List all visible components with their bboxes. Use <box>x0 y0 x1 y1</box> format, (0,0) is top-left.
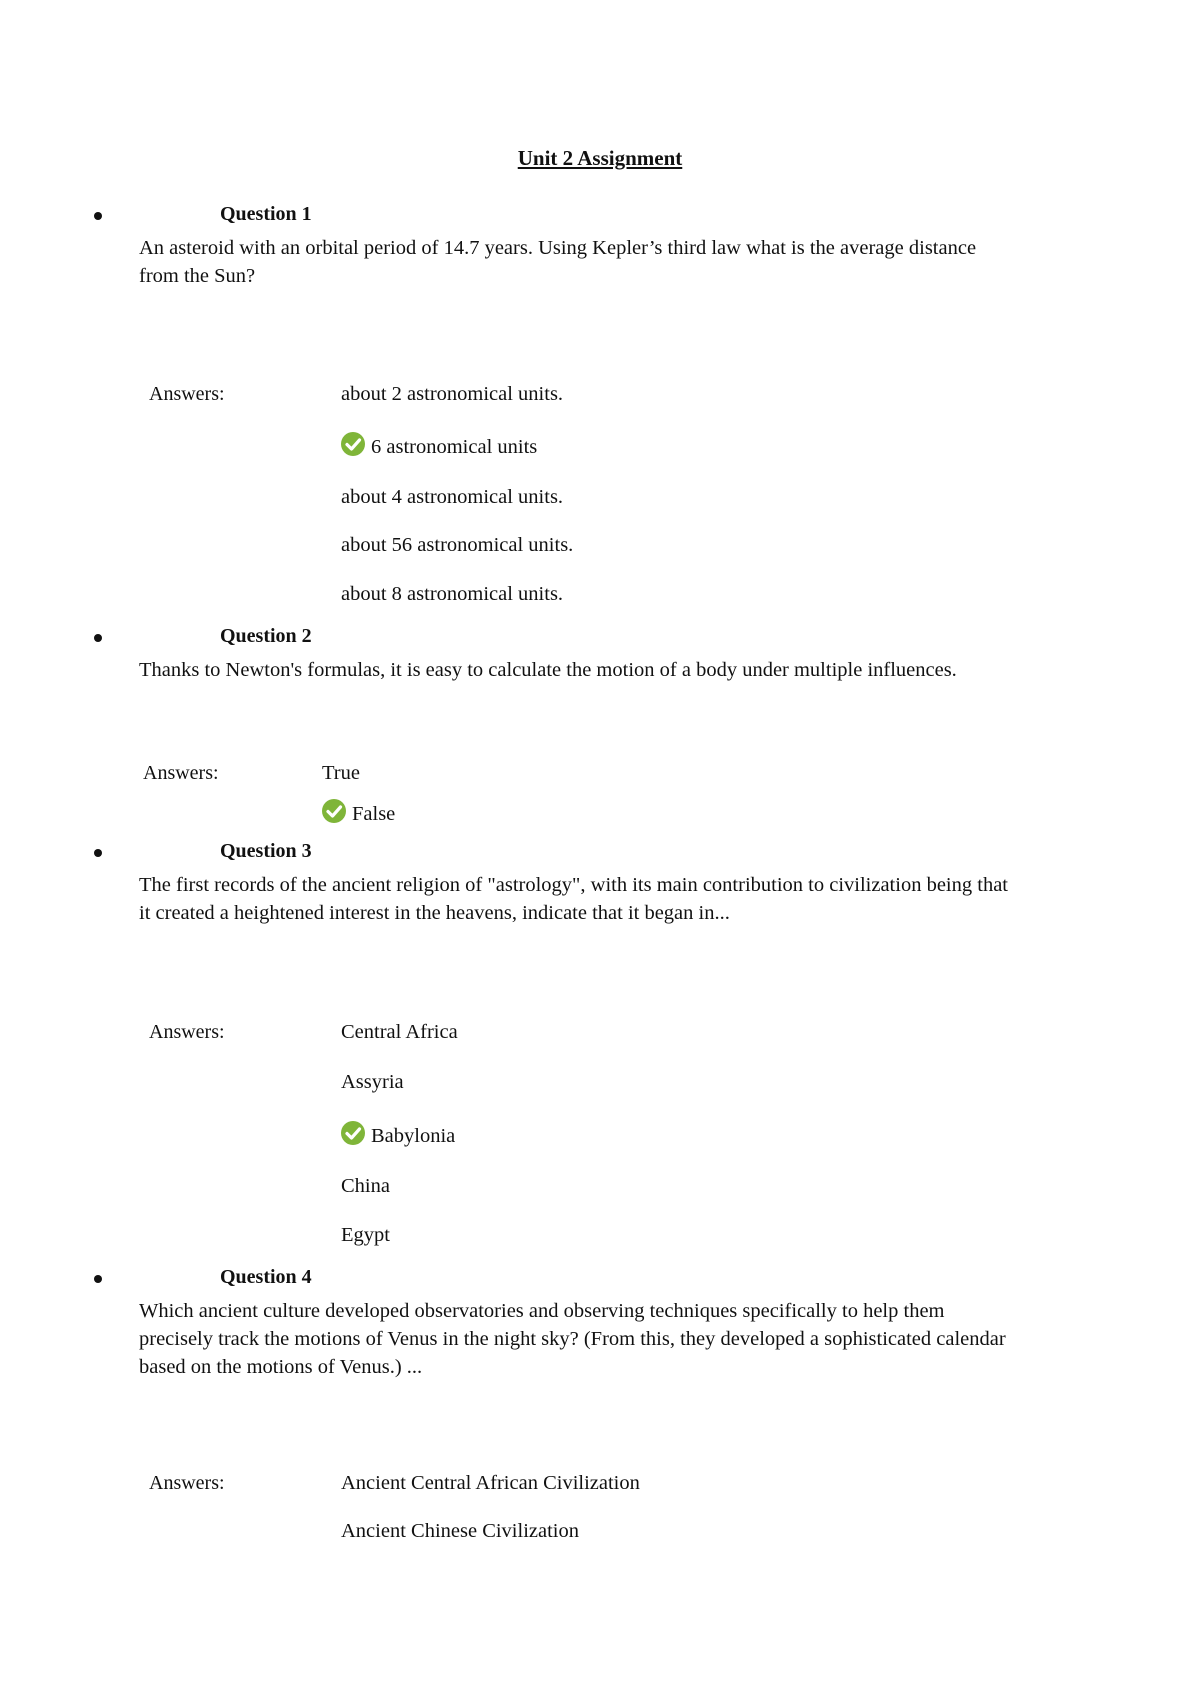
check-circle-icon <box>322 799 346 823</box>
page-title: Unit 2 Assignment <box>517 146 683 170</box>
q2-option-2-label: False <box>352 803 396 825</box>
question-4-text: Which ancient culture developed observatories and observing techniques specifically to help them precisely track the motions of Venus in the night sky? (From this, they developed a sophisticated calendar based on the motions of Venus.) ... <box>139 1300 1006 1378</box>
q1-option-1: about 2 astronomical units. <box>341 383 564 405</box>
q1-option-5: about 8 astronomical units. <box>341 583 564 605</box>
bullet-icon <box>94 634 102 642</box>
check-circle-icon <box>341 1121 365 1145</box>
q2-option-2-correct <box>322 799 395 826</box>
q4-option-1: Ancient Central African Civilization <box>341 1472 640 1494</box>
question-1-title: Question 1 <box>220 203 312 225</box>
question-3-title: Question 3 <box>220 840 312 862</box>
q3-option-4: China <box>341 1175 390 1197</box>
q3-option-5: Egypt <box>341 1224 390 1246</box>
q1-option-4: about 56 astronomical units. <box>341 534 574 556</box>
q1-option-3: about 4 astronomical units. <box>341 486 564 508</box>
question-2-title: Question 2 <box>220 625 312 647</box>
answers-label: Answers: <box>149 383 225 405</box>
q3-option-3-correct <box>341 1121 455 1148</box>
q3-option-2: Assyria <box>341 1071 404 1093</box>
q1-option-2-correct <box>341 432 537 459</box>
question-3-text: The first records of the ancient religion of "astrology", with its main contribution to civilization being that it created a heightened interest in the heavens, indicate that it began in... <box>139 874 1008 924</box>
q1-option-2-label: 6 astronomical units <box>371 436 538 458</box>
q3-option-3-label: Babylonia <box>371 1125 456 1147</box>
q2-option-1: True <box>322 762 360 784</box>
bullet-icon <box>94 849 102 857</box>
answers-label: Answers: <box>149 1472 225 1494</box>
bullet-icon <box>94 1275 102 1283</box>
answers-label: Answers: <box>143 762 219 784</box>
q4-option-2: Ancient Chinese Civilization <box>341 1520 579 1542</box>
question-1-text: An asteroid with an orbital period of 14.7 years. Using Kepler’s third law what is the average distance from the Sun? <box>139 237 977 287</box>
q3-option-1: Central Africa <box>341 1021 458 1043</box>
answers-label: Answers: <box>149 1021 225 1043</box>
question-2-text: Thanks to Newton's formulas, it is easy to calculate the motion of a body under multiple influences. <box>139 659 957 681</box>
bullet-icon <box>94 212 102 220</box>
question-4-title: Question 4 <box>220 1266 312 1288</box>
check-circle-icon <box>341 432 365 456</box>
